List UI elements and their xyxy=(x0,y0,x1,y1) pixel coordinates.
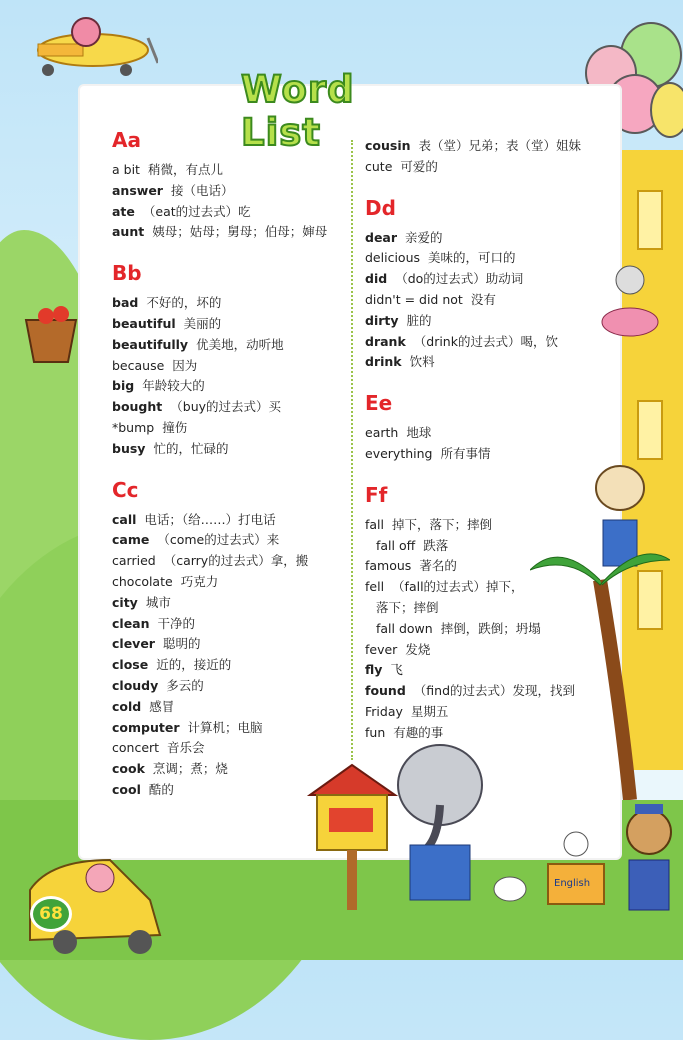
meaning: 发烧 xyxy=(405,641,431,657)
meaning: 地球 xyxy=(406,425,432,441)
meaning: （eat的过去式）吃 xyxy=(142,203,251,219)
word: chocolate xyxy=(112,573,173,589)
word-entry xyxy=(112,655,352,676)
word-entry xyxy=(112,614,352,635)
mailbox-icon xyxy=(305,760,400,910)
meaning: （come的过去式）来 xyxy=(157,532,280,548)
white-mouse-icon xyxy=(490,865,530,905)
meaning: 忙的，忙碌的 xyxy=(153,440,229,456)
word: fall down xyxy=(376,620,433,636)
word-entry xyxy=(365,444,615,465)
word: cook xyxy=(112,761,145,777)
meaning: 美丽的 xyxy=(183,315,222,331)
word-column-left xyxy=(112,128,352,801)
word-entry xyxy=(112,202,352,223)
palm-tree-icon xyxy=(530,500,670,800)
meaning: （find的过去式）发现，找到 xyxy=(413,683,576,699)
word: *bump xyxy=(112,419,155,435)
word: cute xyxy=(365,158,393,174)
word-entry xyxy=(112,718,352,739)
meaning: （carry的过去式）拿，搬 xyxy=(163,553,309,569)
word-entry xyxy=(112,181,352,202)
word-entry xyxy=(112,439,352,460)
word-entry xyxy=(112,697,352,718)
meaning: （do的过去式）助动词 xyxy=(395,271,524,287)
meaning: 星期五 xyxy=(410,703,449,719)
word: ate xyxy=(112,203,135,219)
meaning: 可爱的 xyxy=(400,158,438,174)
word: delicious xyxy=(365,250,420,266)
dog-with-hat-icon xyxy=(615,800,683,925)
word: fly xyxy=(365,662,383,678)
word: city xyxy=(112,594,138,610)
meaning: 饮料 xyxy=(409,354,435,370)
meaning: 美味的，可口的 xyxy=(428,250,516,266)
word-entry xyxy=(112,397,352,418)
reading-chick-icon xyxy=(540,830,610,915)
word: drank xyxy=(365,333,406,349)
word-entry xyxy=(112,551,352,572)
meaning: 飞 xyxy=(390,662,403,678)
word: fall off xyxy=(376,537,416,553)
meaning: 著名的 xyxy=(419,558,457,574)
section-letter: Aa xyxy=(112,128,141,152)
word: answer xyxy=(112,182,163,198)
meaning: 音乐会 xyxy=(167,740,205,756)
word-entry xyxy=(365,269,615,290)
word-entry xyxy=(112,572,352,593)
meaning: 多云的 xyxy=(166,677,204,693)
meaning: 电话；（给……）打电话 xyxy=(144,511,276,527)
word-entry xyxy=(365,311,615,332)
word: cloudy xyxy=(112,677,159,693)
meaning: 表（堂）兄弟；表（堂）姐妹 xyxy=(418,138,582,153)
word-entry xyxy=(365,423,615,444)
airplane-icon xyxy=(8,8,158,83)
word-entry xyxy=(112,418,352,439)
word-entry xyxy=(112,738,352,759)
meaning: 所有事情 xyxy=(440,445,491,461)
word: cousin xyxy=(365,138,411,153)
section-letter: Ff xyxy=(365,482,388,507)
meaning: 有趣的事 xyxy=(393,724,444,740)
meaning: 姨母；姑母；舅母；伯母；婶母 xyxy=(152,224,328,240)
meaning: 烹调；煮；烧 xyxy=(152,761,228,777)
word-entry xyxy=(112,293,352,314)
word: close xyxy=(112,657,149,673)
word: fun xyxy=(365,724,386,740)
word: famous xyxy=(365,558,412,574)
meaning: 年龄较大的 xyxy=(142,378,205,394)
meaning: 酷的 xyxy=(148,781,174,797)
meaning: 亲爱的 xyxy=(405,229,443,245)
meaning: 优美地，动听地 xyxy=(196,336,284,352)
word: everything xyxy=(365,445,433,461)
word: clever xyxy=(112,636,155,652)
meaning: 不好的，坏的 xyxy=(146,295,222,311)
word: bad xyxy=(112,295,139,311)
word: cool xyxy=(112,781,141,797)
word: call xyxy=(112,511,137,527)
meaning: （drink的过去式）喝，饮 xyxy=(413,333,558,349)
word-entry xyxy=(112,376,352,397)
word: fall xyxy=(365,516,385,532)
word-entry xyxy=(365,136,615,157)
word-entry xyxy=(112,160,352,181)
word: a bit xyxy=(112,162,140,177)
meaning: 近的，接近的 xyxy=(156,657,232,673)
mouse-ballerina-icon xyxy=(590,260,670,350)
book-label: English xyxy=(554,878,591,889)
word-entry xyxy=(112,314,352,335)
balloon-yellow xyxy=(650,82,683,138)
page-title: Word List xyxy=(241,68,355,154)
section-letter: Ee xyxy=(365,391,393,416)
word: came xyxy=(112,532,150,548)
page-number: 68 xyxy=(30,896,72,932)
meaning: 城市 xyxy=(145,594,171,610)
meaning: 跌落 xyxy=(423,537,449,553)
word: earth xyxy=(365,425,399,441)
meaning: 因为 xyxy=(172,357,198,373)
word: did xyxy=(365,271,388,287)
word: drink xyxy=(365,354,402,370)
word-entry xyxy=(365,228,615,249)
section-letter: Bb xyxy=(112,261,142,286)
meaning: 掉下，落下；摔倒 xyxy=(392,516,493,532)
word: beautifully xyxy=(112,336,189,352)
word: found xyxy=(365,683,406,699)
section-letter: Dd xyxy=(365,195,396,220)
meaning: 撞伤 xyxy=(162,419,188,435)
word: fell xyxy=(365,579,385,595)
word: dear xyxy=(365,229,398,245)
section-letter: Cc xyxy=(112,477,139,502)
word: didn't = did not xyxy=(365,291,463,307)
meaning: 脏的 xyxy=(406,312,432,328)
word-entry xyxy=(365,352,615,373)
word: big xyxy=(112,378,135,394)
meaning: 干净的 xyxy=(157,615,196,631)
word: carried xyxy=(112,553,156,569)
word-entry xyxy=(365,332,615,353)
word-entry xyxy=(112,676,352,697)
word: concert xyxy=(112,740,160,756)
word-entry xyxy=(365,290,615,311)
word: bought xyxy=(112,399,163,415)
word: cold xyxy=(112,698,142,714)
meaning: 没有 xyxy=(470,291,496,307)
bucket-icon xyxy=(16,300,86,370)
word-entry xyxy=(365,157,615,178)
word: fever xyxy=(365,641,398,657)
meaning: 摔倒，跌倒；坍塌 xyxy=(440,620,541,636)
meaning: 感冒 xyxy=(149,698,175,714)
word: because xyxy=(112,357,165,373)
meaning: 聪明的 xyxy=(162,636,201,652)
word-entry xyxy=(112,356,352,377)
word: clean xyxy=(112,615,150,631)
word-entry xyxy=(365,248,615,269)
meaning: （fall的过去式）掉下， xyxy=(392,579,524,595)
word-entry xyxy=(112,530,352,551)
word: aunt xyxy=(112,224,145,240)
meaning: （buy的过去式）买 xyxy=(170,399,282,415)
word: Friday xyxy=(365,703,403,719)
word: dirty xyxy=(365,312,399,328)
word: beautiful xyxy=(112,315,176,331)
meaning: 巧克力 xyxy=(180,573,219,589)
word-entry xyxy=(112,335,352,356)
word-entry xyxy=(112,222,352,243)
word: computer xyxy=(112,719,180,735)
word-entry xyxy=(112,593,352,614)
car-with-pig-icon xyxy=(20,830,170,955)
word: busy xyxy=(112,440,146,456)
elephant-icon xyxy=(390,735,490,910)
word-entry xyxy=(112,510,352,531)
meaning: 计算机；电脑 xyxy=(187,719,263,735)
meaning: 稍微，有点儿 xyxy=(147,162,223,177)
word-entry xyxy=(112,634,352,655)
building-window xyxy=(637,190,663,250)
building-window xyxy=(637,400,663,460)
meaning: 接（电话） xyxy=(170,182,234,198)
meaning: 落下；摔倒 xyxy=(376,599,439,615)
